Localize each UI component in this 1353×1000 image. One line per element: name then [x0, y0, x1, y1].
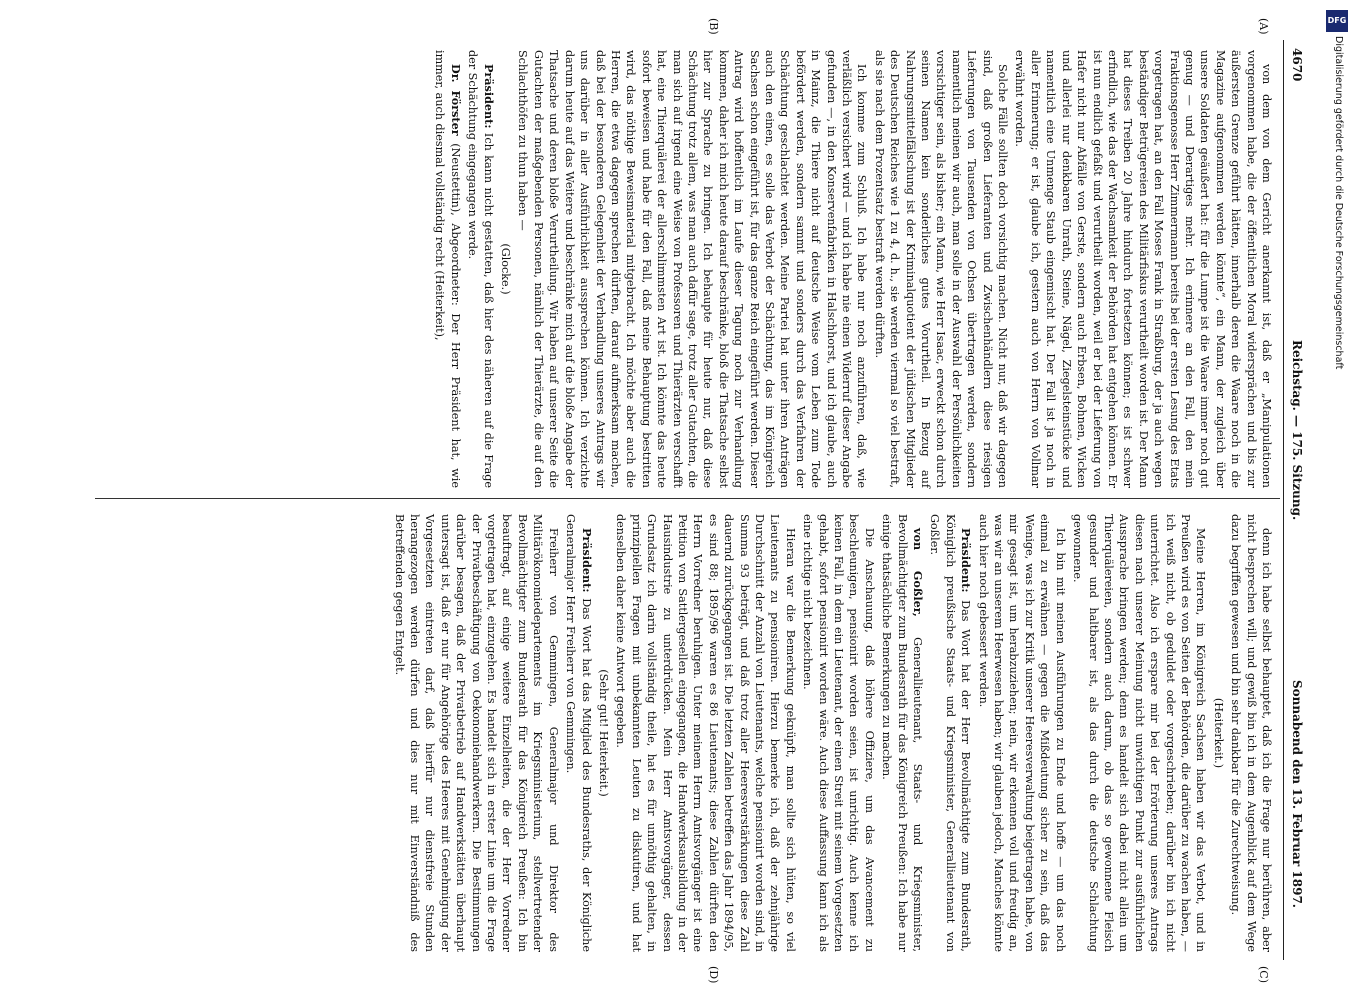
margin-mark-a: (A) [1257, 18, 1270, 35]
speaker-label: Präsident: [481, 64, 496, 129]
left-column [430, 50, 1274, 488]
right-column [389, 514, 1274, 952]
header-rule [1283, 40, 1284, 960]
session-title: Reichstag. — 175. Sitzung. [1290, 340, 1304, 521]
paragraph [563, 514, 594, 952]
paragraph-text: Generallieutenant, Staats- und Kriegsminister, Bevollmächtigter zum Bundesrath für das Königreich Preußen: Ich habe nur einige thatsächliche Bemerkungen zu machen. [880, 514, 925, 952]
paragraph [927, 514, 973, 952]
dfg-logo: DFG [1326, 10, 1348, 32]
paragraph-text: Das Wort hat das Mitglied des Bundesraths, der Königliche Generalmajor Herr Freiherr von Gemmingen. [564, 514, 593, 952]
paragraph: Ich bin mit meinen Ausführungen zu Ende und hoffe — um das noch einmal zu erwähnen — gegen die Mißdeutung sicher zu sein, daß das Wenige, was ich zur Kritik unserer Heeresverwaltung beigetragen habe, von mir gesagt ist, um herabzuziehen; nein, wir erkennen voll und freudig an, was wir an unserem Heerwesen haben; wir glauben jedoch, Manches könnte auch hier noch gebessert werden. [976, 514, 1067, 952]
page-number: 4670 [1290, 48, 1304, 82]
paragraph: Solche Fälle sollten doch vorsichtig machen. Nicht nur, daß wir dagegen sind, daß großen Lieferanten und Zwischenhändlern diese riesigen Lieferungen von Tausenden von Ochsen übertragen werden, sondern namentlich meinen wir auch, man solle in der Auswahl der Persönlichkeiten vorsichtiger sein, als bisher; ein Mann, wie Herr Isaac, erweckt schon durch seinen Namen kein sonderliches gutes Vorurtheil. In Bezug auf Nahrungsmittelfälschung ist der Kriminalquotient der jüdischen Mitglieder des Deutschen Reiches wie 1 zu 4, d. h., sie werden viermal so viel bestraft, als sie nach dem Prozentsatz bestraft werden dürften. [872, 50, 1010, 488]
margin-mark-d: (D) [707, 966, 720, 984]
paragraph: Ich komme zum Schluß. Ich habe nur noch anzuführen, daß, wie verläßlich versichert wird — und ich habe nie einen Widerruf dieser Angabe gefunden —, in den Konservenfabriken in Halschhorst, und ich glaube, auch in Mainz, die Thiere nicht auf deutsche Weise vom Leben zum Tode befördert werden, sondern sammt und sonders durch das Verfahren der Schächtung geschlachtet werden. Meine Partei hat unter ihren Anträgen auch den einen, es solle das Verbot der Schächtung, das im Königreich Sachsen schon eingeführt ist, für das ganze Reich eingeführt werden. Dieser Antrag wird hoffentlich im Laufe dieser Tagung noch zur Verhandlung kommen, daher ich mich heute darauf beschränke, bloß die Thatsache selbst hier zur Sprache zu bringen. Ich behaupte für heute nur, daß diese Schächtung trotz allem, was man auch dafür sage, trotz aller Gutachten, die man sich auf irgend eine Weise von Professoren und Thierärzten verschafft hat, eine Thierquälerei der allerschlimmsten Art ist. Ich könnte das heute sofort beweisen und habe für den Fall, daß meine Behauptung bestritten wird, das nöthige Beweismaterial mitgebracht. Ich möchte aber auch die Herren, die etwa dagegen sprechen dürften, darauf aufmerksam machen, daß bei der besonderen Gelegenheit der Verhandlung unseres Antrags wir uns darüber in aller Ausführlichkeit aussprechen können. Ich verzichte darum heute auf das Weitere und beschränke mich auf die bloße Angabe der Thatsache und deren bloße Verurtheilung. Wir haben auf unserer Seite die Gutachten der maßgebenden Personen, nämlich der Thierärzte, die auf den Schlachthöfen zu thun haben — [516, 50, 869, 488]
paragraph: Die Anschauung, daß höhere Offiziere, um das Avancement zu beschleunigen, pensionirt worden seien, ist unrichtig. Auch kenne ich keinen Fall, in dem ein Lieutenant, der einen Streit mit seinem Vorgesetzten gehabt, sofort pensionirt worden wäre. Auch diese Auffassung kann ich als eine richtige nicht bezeichnen. [801, 514, 876, 952]
paragraph: Meine Herren, im Königreich Sachsen haben wir das Verbot, und in Preußen wird es von Seiten der Behörden, die darüber zu wachen haben, — ich weiß nicht, ob geduldet oder vorgeschrieben; darüber bin ich nicht unterrichtet. Also ich erspare mir bei der Erörterung unseres Antrags diesen nach unserer Meinung nicht unwichtigen Punkt zur ausführlichen Aussprache bringen werden; denn es handelt sich dabei nicht allein um Thierquälereien, sondern auch darum, ob das so gewonnene Fleisch gesunder und haltbarer ist, als das durch die deutsche Schlachtung gewonnene. [1071, 514, 1208, 952]
rotated-page [80, 18, 1310, 984]
digitization-credit: Digitalisierung gefördert durch die Deutsche Forschungsgemeinschaft [1333, 36, 1344, 370]
margin-mark-c: (C) [1257, 966, 1270, 983]
paragraph [465, 50, 496, 488]
margin-mark-b: (B) [707, 18, 720, 35]
reaction-note: (Heiterkeit.) [1211, 697, 1225, 769]
paragraph [879, 514, 925, 952]
reaction-note: (Sehr gut! Heiterkeit.) [596, 669, 610, 797]
bell-note: (Glocke.) [499, 243, 513, 295]
paragraph-text: Ich kann nicht gestatten, daß hier des näheren auf die Frage der Schächtung eingegangen werde. [466, 50, 495, 488]
page-header [1284, 40, 1310, 960]
paragraph-text: Das Wort hat der Herr Bevollmächtigte zum Bundesrath, Königlich preußische Staats- und Kriegsminister, Generallieutenant von Goßler. [928, 514, 973, 952]
paragraph: von dem von dem Gericht anerkannt ist, daß er „Manipulationen vorgenommen habe, die der öffentlichen Moral widersprächen und bis zur äußersten Grenze geführt hätten, innerhalb deren die Waare noch in die Magazine aufgenommen werden könnte“, ein Mann, der zugleich über unsere Soldaten geäußert hat: für die Lumpe ist die Waare immer noch gut genug — und Derartiges mehr. Ich erinnere an den Fall, den mein Fraktionsgenosse Herr Zimmermann bereits bei der ersten Lesung des Etats vorgetragen hat, an den Fall Moses Frank in Straßburg, der ja auch wegen beständiger Betrügereien des Militärfiskus verurtheilt worden ist. Der Mann hat dieses Treiben 20 Jahre hindurch fortsetzen können; es ist schwer erfindlich, wie das der Wachsamkeit der Behörden hat entgehen können. Er ist nun endlich gefaßt und verurtheilt worden, weil er bei der Lieferung von Hafer nicht nur Abfälle von Gerste, sondern auch Erbsen, Bohnen, Wicken und allerlei nur denkbaren Unrath, Steine, Nägel, Ziegelsteinstücke und namentlich eine Unmenge Staub eingemischt hat. Der Fall ist ja noch in aller Erinnerung; er ist, glaube ich, gestern auch von Herrn von Vollmar erwähnt worden. [1013, 50, 1273, 488]
speaker-label: Präsident: [579, 528, 594, 593]
paragraph: denn ich habe selbst behauptet, daß ich die Frage nur berühren, aber nicht besprechen will; und gewiß bin ich in dem Augenblick auf dem Wege dazu begriffen gewesen und bin sehr dankbar für die Zurechtweisung. [1229, 514, 1273, 952]
paragraph [432, 50, 463, 488]
paragraph-text: (Neustettin), Abgeordneter: Der Herr Präsident hat, wie immer, auch diesmal vollständig recht (Heiterkeit), [433, 50, 462, 488]
session-date: Sonnabend den 13. Februar 1897. [1290, 680, 1304, 908]
column-rule [95, 498, 1280, 499]
speaker-label: Präsident: [959, 528, 974, 593]
paragraph: Hieran war die Bemerkung geknüpft, man sollte sich hüten, so viel Lieutenants zu pensioniren. Hierzu bemerke ich, daß der zehnjährige Durchschnitt der Anzahl von Lieutenants, welche pensionirt worden sind, in Summa 93 beträgt, und daß trotz aller Heeresverstärkungen diese Zahl dauernd zurückgegangen ist. Die letzten Zahlen betreffen das Jahr 1894/95, es sind 88; 1895/96 waren es 86 Lieutenants; diese Zahlen dürften den Herrn Vorredner beruhigen. Unter meinem Herrn Amtsvorgänger ist eine Petition von Sattlergesellen eingegangen, die Handwerksausbildung in der Hausindustrie zu unterdrücken. Mein Herr Amtsvorgänger, dessen Grundsatz ich darin vollständig theile, hat es für unnöthig gehalten, in prinzipiellen Fragen mit unbekannten Leuten zu diskutiren, und hat denselben daher keine Antwort gegeben. [614, 514, 797, 952]
speaker-label: von Goßler, [911, 528, 926, 617]
paragraph: Freiherr von Gemmingen, Generalmajor und Direktor des Militärökonomiedepartements im Kriegsministerium, stellvertretender Bevollmächtigter zum Bundesrath für das Königreich Preußen: Ich bin beauftragt, auf einige weitere Einzelheiten, die der Herr Vorredner vorgetragen hat, einzugehen. Es handelt sich in erster Linie um die Frage der Privatbeschäftigung von Oekonomiehandwerkern. Die Bestimmungen darüber besagen, daß der Privatbetrieb auf Handwerkstätten überhaupt untersagt ist, daß er nur für Angehörige des Heeres mit Genehmigung der Vorgesetzten eintreten darf, daß hierfür nur dienstfreie Stunden herangezogen werden dürfen und dies nur mit Einverständniß des Betreffenden gegen Entgelt. [392, 514, 560, 952]
speaker-label: Dr. Förster [448, 64, 463, 136]
